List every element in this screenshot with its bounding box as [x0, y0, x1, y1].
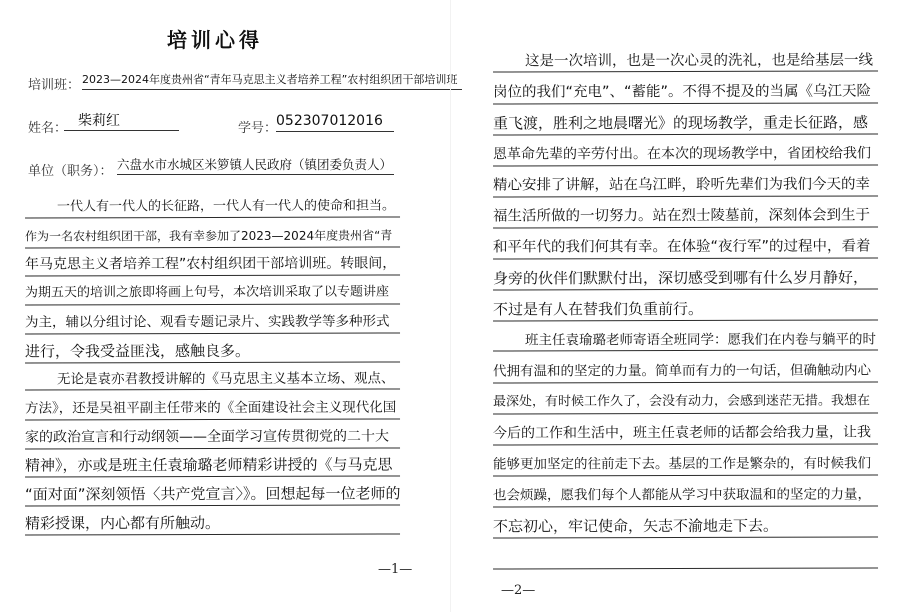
text-line: 无论是袁亦君教授讲解的《马克思主义基本立场、观点、: [25, 368, 400, 391]
id-label: 学号：: [238, 121, 278, 136]
text-line: 作为一名农村组织团干部，我有幸参加了2023—2024年度贵州省“青: [25, 224, 400, 248]
unit-value: 六盘水市水城区米箩镇人民政府（镇团委负责人）: [117, 155, 394, 175]
name-label: 姓名：: [28, 121, 68, 136]
text-line: 不忘初心，牢记使命，矢志不渝地走下去。: [493, 514, 878, 538]
document-title: 培训心得: [167, 28, 263, 52]
text-line: 方法》，还是吴祖平副主任带来的《全面建设社会主义现代化国: [25, 396, 400, 420]
text-line: 也会烦躁，愿我们每个人都能从学习中获取温和的坚定的力量，: [493, 483, 878, 507]
text-line: 年马克思主义者培养工程”农村组织团干部培训班。转眼间，: [25, 253, 400, 277]
text-line: 能够更加坚定的往前走下去。基层的工作是繁杂的，有时候我们: [493, 452, 878, 476]
page-2: [450, 0, 900, 612]
text-line: 一代人有一代人的长征路，一代人有一代人的使命和担当。: [25, 196, 400, 219]
name-value: 柴莉红: [64, 112, 179, 131]
text-line: 最深处，有时候工作久了，会没有动力，会感到迷茫无措。我想在: [493, 390, 878, 414]
text-line: 精神》，亦或是班主任袁瑜璐老师精彩讲授的《与马克思: [25, 454, 400, 478]
class-label: 培训班：: [28, 78, 81, 93]
text-line: “面对面”深刻领悟〈共产党宣言〉》。回想起每一位老师的: [25, 483, 400, 507]
text-line: 精心安排了讲解，站在乌江畔，聆听先辈们为我们今天的幸: [493, 173, 878, 197]
text-line: 重飞渡，胜利之地晨曙光》的现场教学，重走长征路，感: [493, 111, 878, 135]
text-line: 恩革命先辈的辛劳付出。在本次的现场教学中，省团校给我们: [493, 142, 878, 166]
text-line: 为主，辅以分组讨论、观看专题记录片、实践教学等多种形式: [25, 310, 400, 334]
page-number: —1—: [378, 562, 413, 577]
text-line: 家的政治宣言和行动纲领——全面学习宣传贯彻党的二十大: [25, 425, 400, 449]
text-line: 和平年代的我们何其有幸。在体验“夜行军”的过程中，看着: [493, 235, 878, 259]
text-line: 今后的工作和生活中，班主任袁老师的话都会给我力量，让我: [493, 421, 878, 445]
text-line: 代拥有温和的坚定的力量。简单而有力的一句话，但确触动内心: [493, 359, 878, 383]
text-line: 精彩授课，内心都有所触动。: [25, 511, 400, 535]
text-line: 班主任袁瑜璐老师寄语全班同学：愿我们在内卷与躺平的时: [493, 328, 878, 351]
text-line: 为期五天的培训之旅即将画上句号，本次培训采取了以专题讲座: [25, 282, 400, 306]
page-number: —2—: [501, 583, 536, 598]
text-line: 福生活所做的一切努力。站在烈士陵墓前，深刻体会到生于: [493, 204, 878, 228]
unit-label: 单位（职务）：: [28, 164, 113, 179]
text-line: 进行，令我受益匪浅，感触良多。: [25, 339, 400, 363]
class-value: 2023—2024年度贵州省“青年马克思主义者培养工程”农村组织团干部培训班: [82, 70, 462, 90]
text-line: 岗位的我们“充电”、“蓄能”。不得不提及的当属《乌江天险: [493, 80, 878, 104]
text-line: 不过是有人在替我们负重前行。: [493, 297, 878, 321]
text-line: 身旁的伙伴们默默付出，深切感受到哪有什么岁月静好，: [493, 266, 878, 290]
id-value: 052307012016: [276, 112, 394, 132]
text-line: [493, 545, 878, 569]
text-line: 这是一次培训，也是一次心灵的洗礼，也是给基层一线: [493, 49, 878, 72]
